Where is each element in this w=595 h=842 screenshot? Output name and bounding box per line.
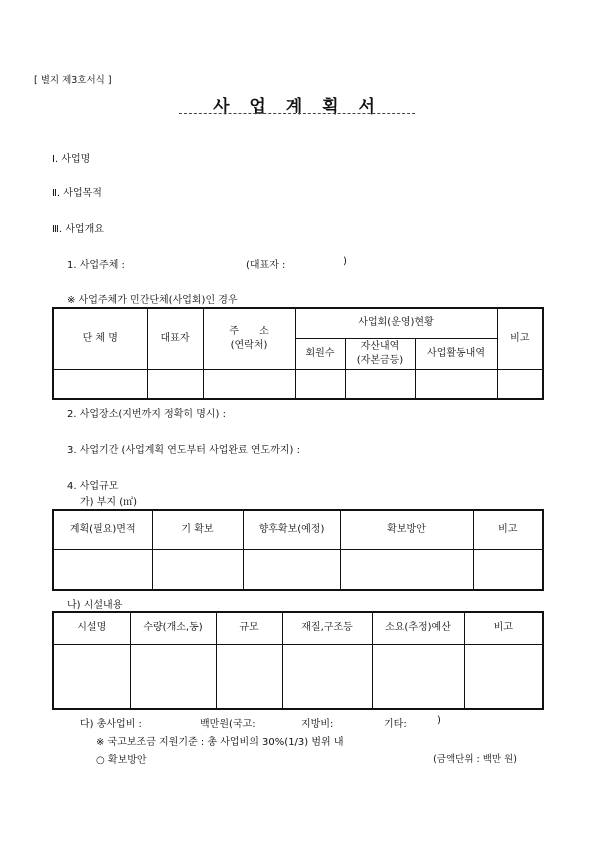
local-budget-label: 지방비:: [301, 719, 334, 730]
table-cell[interactable]: [147, 369, 203, 399]
table-cell[interactable]: [415, 369, 497, 399]
item-facility-contents: 나) 시설내용: [67, 600, 123, 611]
section-business-name: Ⅰ. 사업명: [52, 154, 91, 165]
table-cell[interactable]: [464, 644, 543, 709]
header-already-secured: 기 확보: [152, 510, 243, 549]
item-representative-close: ): [343, 256, 347, 267]
header-future-secured: 향후확보(예정): [243, 510, 340, 549]
header-representative: 대표자: [147, 308, 203, 369]
table-cell[interactable]: [130, 644, 216, 709]
site-table: [52, 509, 544, 591]
table-cell[interactable]: [473, 549, 543, 590]
header-group-name: 단 체 명: [53, 308, 147, 369]
note-subsidy-standard: ※ 국고보조금 지원기준 : 총 사업비의 30%(1/3) 범위 내: [96, 737, 344, 748]
header-capital-label: (자본금등): [356, 354, 404, 366]
header-contact-label: (연락처): [230, 339, 268, 351]
document-title: 사 업 계 획 서: [213, 97, 382, 117]
header-operation-status: 사업회(운영)현황: [295, 308, 497, 338]
item-representative: (대표자 :: [246, 260, 286, 271]
header-quantity: 수량(개소,동): [130, 612, 216, 644]
table-cell[interactable]: [282, 644, 372, 709]
table-cell[interactable]: [53, 369, 147, 399]
table-row: [53, 369, 543, 399]
header-planned-area: 계획(필요)면적: [53, 510, 152, 549]
header-material-structure: 재질,구조등: [282, 612, 372, 644]
total-cost-close: ): [437, 715, 441, 726]
header-remark: 비고: [473, 510, 543, 549]
table-cell[interactable]: [53, 549, 152, 590]
securing-plan-label: ○ 확보방안: [96, 755, 147, 766]
item-business-scale: 4. 사업규모: [67, 481, 119, 492]
table-cell[interactable]: [372, 644, 464, 709]
group-status-table: [52, 307, 544, 400]
item-total-cost: 다) 총사업비 :: [80, 719, 142, 730]
table-cell[interactable]: [216, 644, 282, 709]
amount-unit-note: (금액단위 : 백만 원): [433, 754, 517, 765]
table-cell[interactable]: [243, 549, 340, 590]
header-size: 규모: [216, 612, 282, 644]
header-facility-name: 시설명: [53, 612, 130, 644]
header-remark: 비고: [497, 308, 543, 369]
note-private-group: ※ 사업주체가 민간단체(사업회)인 경우: [67, 295, 238, 306]
header-address: [203, 308, 295, 369]
section-business-purpose: Ⅱ. 사업목적: [52, 188, 102, 199]
item-business-entity: 1. 사업주체 :: [67, 260, 125, 271]
table-cell[interactable]: [340, 549, 473, 590]
total-cost-unit: 백만원(국고:: [200, 719, 256, 730]
header-remark: 비고: [464, 612, 543, 644]
title-underline: [179, 113, 415, 114]
table-row: [53, 549, 543, 590]
header-members: 회원수: [295, 338, 345, 369]
item-business-period: 3. 사업기간 (사업계획 연도부터 사업완료 연도까지) :: [67, 445, 300, 456]
table-cell[interactable]: [497, 369, 543, 399]
item-business-location: 2. 사업장소(지번까지 정확히 명시) :: [67, 409, 227, 420]
header-assets-label: 자산내역: [360, 340, 400, 352]
table-cell[interactable]: [345, 369, 415, 399]
table-cell[interactable]: [152, 549, 243, 590]
table-cell[interactable]: [203, 369, 295, 399]
header-address-label: 주 소: [229, 325, 269, 337]
header-estimated-budget: 소요(추정)예산: [372, 612, 464, 644]
header-assets: [345, 338, 415, 369]
facility-table: [52, 611, 544, 710]
table-row: [53, 644, 543, 709]
header-securing-plan: 확보방안: [340, 510, 473, 549]
table-cell[interactable]: [53, 644, 130, 709]
header-activities: 사업활동내역: [415, 338, 497, 369]
table-cell[interactable]: [295, 369, 345, 399]
form-number: [ 별지 제3호서식 ]: [34, 75, 112, 86]
section-business-overview: Ⅲ. 사업개요: [52, 224, 104, 235]
other-budget-label: 기타:: [384, 719, 407, 730]
item-site-area: 가) 부지 (㎡): [80, 497, 138, 508]
